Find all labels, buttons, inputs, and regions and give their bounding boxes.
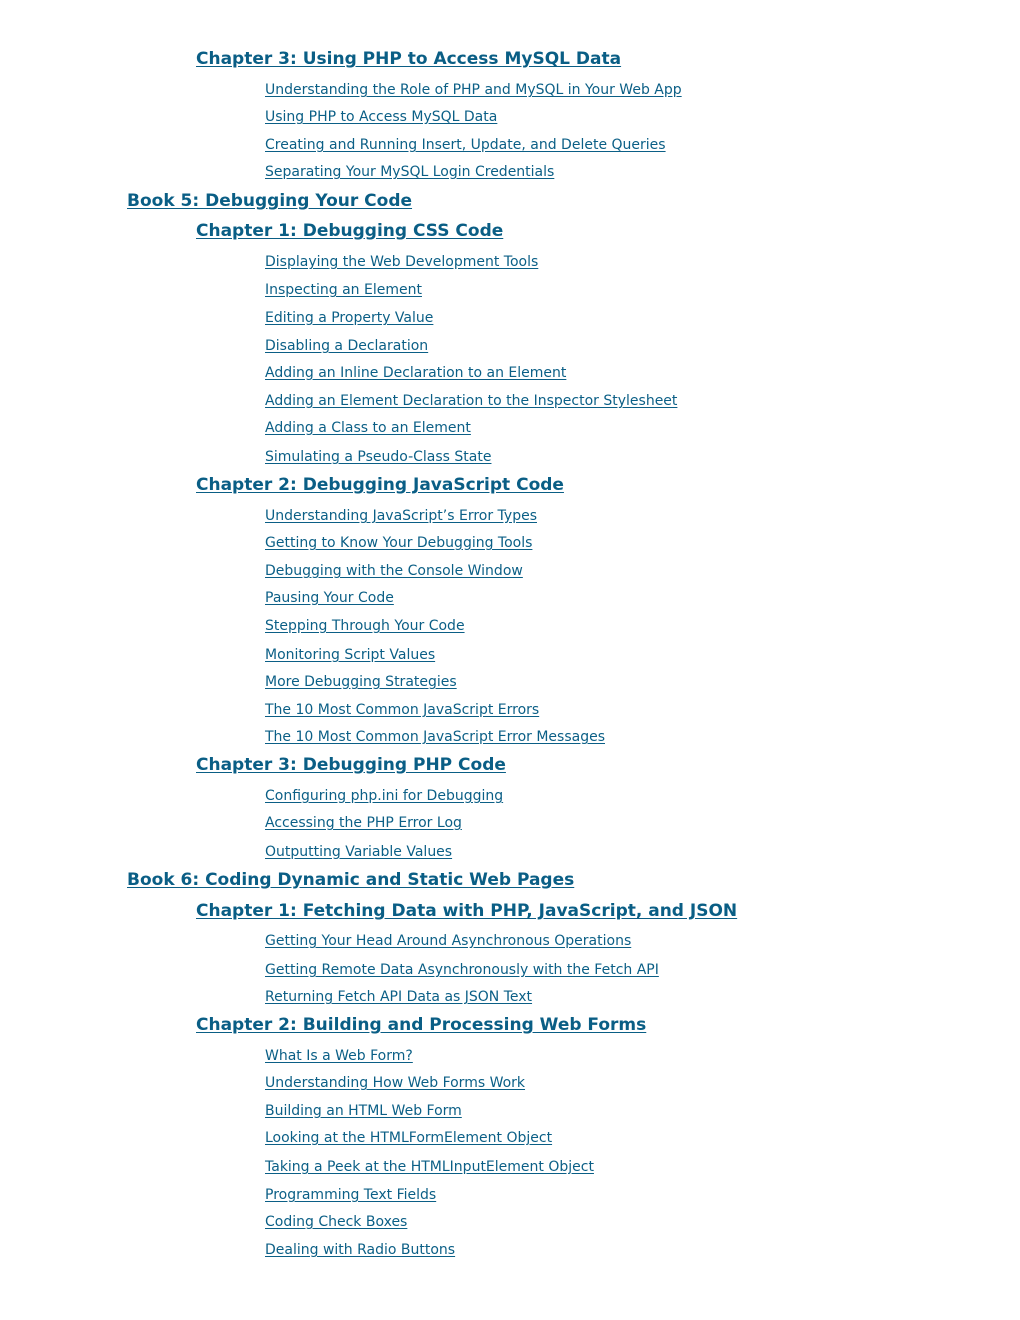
toc-section-link[interactable]: More Debugging Strategies	[265, 674, 457, 690]
toc-section-link[interactable]: Editing a Property Value	[265, 310, 434, 326]
toc-section-link[interactable]: Monitoring Script Values	[265, 647, 436, 663]
toc-section-link[interactable]: Building an HTML Web Form	[265, 1103, 462, 1119]
toc-section-link[interactable]: Using PHP to Access MySQL Data	[265, 109, 498, 125]
toc-section-link[interactable]: The 10 Most Common JavaScript Errors	[265, 702, 540, 718]
toc-section-link[interactable]: Disabling a Declaration	[265, 338, 429, 354]
toc-section-link[interactable]: Adding an Inline Declaration to an Element	[265, 365, 567, 381]
toc-section-link[interactable]: Inspecting an Element	[265, 282, 422, 298]
toc-section-link[interactable]: Displaying the Web Development Tools	[265, 254, 539, 270]
toc-section-link[interactable]: The 10 Most Common JavaScript Error Messages	[265, 729, 605, 745]
toc-chapter-link[interactable]: Chapter 1: Debugging CSS Code	[196, 221, 504, 241]
toc-section-link[interactable]: Adding an Element Declaration to the Inspector Stylesheet	[265, 393, 678, 409]
toc-section-link[interactable]: Understanding JavaScript’s Error Types	[265, 508, 537, 524]
toc-section-link[interactable]: Understanding How Web Forms Work	[265, 1075, 526, 1091]
toc-section-link[interactable]: Simulating a Pseudo-Class State	[265, 449, 492, 465]
toc-chapter-link[interactable]: Chapter 3: Debugging PHP Code	[196, 755, 506, 775]
toc-section-link[interactable]: Dealing with Radio Buttons	[265, 1242, 456, 1258]
toc-section-link[interactable]: What Is a Web Form?	[265, 1048, 413, 1064]
toc-section-link[interactable]: Stepping Through Your Code	[265, 618, 465, 634]
toc-section-link[interactable]: Getting Your Head Around Asynchronous Operations	[265, 933, 632, 949]
toc-section-link[interactable]: Outputting Variable Values	[265, 844, 453, 860]
toc-section-link[interactable]: Adding a Class to an Element	[265, 420, 471, 436]
toc-book-link[interactable]: Book 6: Coding Dynamic and Static Web Pages	[127, 870, 575, 890]
toc-section-link[interactable]: Separating Your MySQL Login Credentials	[265, 164, 555, 180]
toc-section-link[interactable]: Returning Fetch API Data as JSON Text	[265, 989, 533, 1005]
toc-section-link[interactable]: Pausing Your Code	[265, 590, 394, 606]
toc-section-link[interactable]: Coding Check Boxes	[265, 1214, 408, 1230]
toc-section-link[interactable]: Programming Text Fields	[265, 1187, 437, 1203]
toc-section-link[interactable]: Getting Remote Data Asynchronously with the Fetch API	[265, 962, 659, 978]
toc-chapter-link[interactable]: Chapter 1: Fetching Data with PHP, JavaScript, and JSON	[196, 901, 738, 921]
toc-section-link[interactable]: Looking at the HTMLFormElement Object	[265, 1130, 553, 1146]
toc-section-link[interactable]: Getting to Know Your Debugging Tools	[265, 535, 533, 551]
toc-section-link[interactable]: Understanding the Role of PHP and MySQL in Your Web App	[265, 82, 682, 98]
toc-chapter-link[interactable]: Chapter 3: Using PHP to Access MySQL Data	[196, 49, 622, 69]
toc-section-link[interactable]: Creating and Running Insert, Update, and Delete Queries	[265, 137, 666, 153]
toc-chapter-link[interactable]: Chapter 2: Debugging JavaScript Code	[196, 475, 564, 495]
toc-section-link[interactable]: Accessing the PHP Error Log	[265, 815, 462, 831]
toc-section-link[interactable]: Configuring php.ini for Debugging	[265, 788, 504, 804]
toc-chapter-link[interactable]: Chapter 2: Building and Processing Web Forms	[196, 1015, 647, 1035]
toc-section-link[interactable]: Debugging with the Console Window	[265, 563, 523, 579]
toc-section-link[interactable]: Taking a Peek at the HTMLInputElement Object	[265, 1159, 594, 1175]
toc-book-link[interactable]: Book 5: Debugging Your Code	[127, 191, 413, 211]
